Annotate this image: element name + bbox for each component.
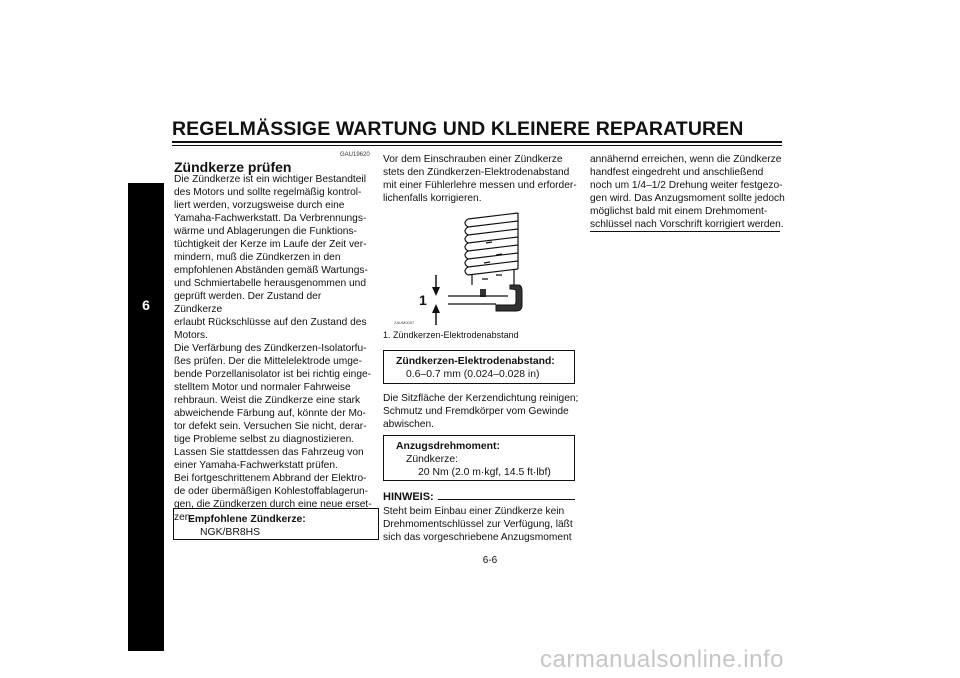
text-line: schlüssel nach Vorschrift korrigiert werden. — [590, 219, 784, 230]
column-2-cleaning-text — [383, 392, 583, 431]
column-2-intro — [383, 153, 579, 205]
spec-label: Zündkerzen-Elektrodenabstand: — [396, 356, 555, 367]
text-line: Drehmomentschlüssel zur Verfügung, läßt — [383, 519, 573, 530]
text-line: erlaubt Rückschlüsse auf den Zustand des — [174, 317, 367, 328]
text-line: und Schmiertabelle herausgenommen und — [174, 278, 366, 289]
text-line: de oder übermäßigen Kohlestoffablagerun- — [174, 486, 369, 497]
spec-box-spark-plug — [173, 508, 379, 540]
text-line: liert werden, vorzugsweise durch eine — [174, 200, 345, 211]
section-heading: Zündkerze prüfen — [174, 159, 292, 175]
text-line: Die Verfärbung des Zündkerzen-Isolatorfu- — [174, 343, 367, 354]
text-line: lichenfalls korrigieren. — [383, 193, 482, 204]
text-line: zen. — [174, 512, 194, 523]
text-line: abweichende Färbung auf, könnte der Mo- — [174, 408, 366, 419]
text-line: tüchtigkeit der Kerze im Laufe der Zeit ver- — [174, 239, 367, 250]
text-line: Die Zündkerze ist ein wichtiger Bestandteil — [174, 174, 366, 185]
spec-value: 0.6–0.7 mm (0.024–0.028 in) — [406, 369, 540, 380]
text-line: Bei fortgeschrittenem Abbrand der Elektro- — [174, 473, 367, 484]
text-line: Die Sitzfläche der Kerzendichtung reinigen; — [383, 393, 579, 404]
text-line: Motors. — [174, 330, 208, 341]
text-line: tor defekt sein. Versuchen Sie nicht, derar- — [174, 421, 367, 432]
spec-item: Zündkerze: — [406, 454, 458, 465]
section-code: GAU19620 — [340, 152, 370, 158]
text-line: möglichst bald mit einem Drehmoment- — [590, 206, 768, 217]
spec-value: NGK/BR8HS — [200, 527, 261, 538]
figure-code: ZAUM0057 — [394, 320, 415, 325]
column-3-end-rule — [590, 231, 780, 232]
text-line: mindern, muß die Zündkerzen in den — [174, 252, 341, 263]
text-line: Lassen Sie stattdessen das Fahrzeug von — [174, 447, 364, 458]
watermark: carmanualsonline.info — [540, 646, 784, 673]
text-line: Schmutz und Fremdkörper vom Gewinde — [383, 406, 569, 417]
note-label: HINWEIS: — [383, 491, 434, 503]
spark-plug-gap-illustration — [388, 205, 538, 327]
text-line: wärme und Ablagerungen die Funktions- — [174, 226, 357, 237]
text-line: handfest eingedreht und anschließend — [590, 167, 764, 178]
text-line: gen wird. Das Anzugsmoment sollte jedoch — [590, 193, 785, 204]
text-line: stets den Zündkerzen-Elektrodenabstand — [383, 167, 570, 178]
text-line: Steht beim Einbau einer Zündkerze kein — [383, 506, 565, 517]
text-line: ßes prüfen. Der die Mittelelektrode umge- — [174, 356, 362, 367]
note-text — [383, 505, 583, 544]
spec-box-torque — [383, 435, 575, 481]
spec-label: Empfohlene Zündkerze: — [188, 514, 306, 525]
header-rule-thick — [172, 141, 782, 143]
text-line: annähernd erreichen, wenn die Zündkerze — [590, 154, 782, 165]
text-line: des Motors und sollte regelmäßig kontrol- — [174, 187, 362, 198]
column-3-text — [590, 153, 786, 231]
text-line: Yamaha-Fachwerkstatt. Da Verbrennungs- — [174, 213, 367, 224]
text-line: gen, die Zündkerzen durch eine neue erset- — [174, 499, 372, 510]
spec-value: 20 Nm (2.0 m·kgf, 14.5 ft·lbf) — [418, 467, 551, 478]
text-line: tige Probleme selbst zu diagnostizieren. — [174, 434, 355, 445]
figure-caption: 1. Zündkerzen-Elektrodenabstand — [383, 330, 519, 340]
chapter-number: 6 — [142, 297, 150, 313]
spec-label: Anzugsdrehmoment: — [396, 441, 500, 452]
column-1-text — [174, 173, 372, 524]
text-line: Vor dem Einschrauben einer Zündkerze — [383, 154, 563, 165]
spec-box-electrode-gap — [383, 350, 575, 384]
text-line: stelltem Motor und normaler Fahrweise — [174, 382, 351, 393]
text-line: sich das vorgeschriebene Anzugsmoment — [383, 532, 572, 543]
text-line: empfohlenen Abständen gemäß Wartungs- — [174, 265, 368, 276]
text-line: bende Porzellanisolator ist bei richtig einge- — [174, 369, 372, 380]
text-line: einer Yamaha-Fachwerkstatt prüfen. — [174, 460, 338, 471]
header-rule-thin — [172, 145, 782, 146]
text-line: rehbraun. Weist die Zündkerze eine stark — [174, 395, 361, 406]
text-line: mit einer Fühlerlehre messen und erforder- — [383, 180, 577, 191]
page-header-title: REGELMÄSSIGE WARTUNG UND KLEINERE REPARATUREN — [172, 118, 744, 140]
chapter-tab — [128, 183, 164, 651]
text-line: geprüft werden. Der Zustand der Zündkerze — [174, 291, 322, 315]
note-rule — [438, 499, 575, 500]
page-number: 6-6 — [482, 555, 498, 566]
text-line: noch um 1/4–1/2 Drehung weiter festgezo- — [590, 180, 783, 191]
text-line: abwischen. — [383, 419, 434, 430]
figure-callout: 1 — [419, 292, 427, 308]
